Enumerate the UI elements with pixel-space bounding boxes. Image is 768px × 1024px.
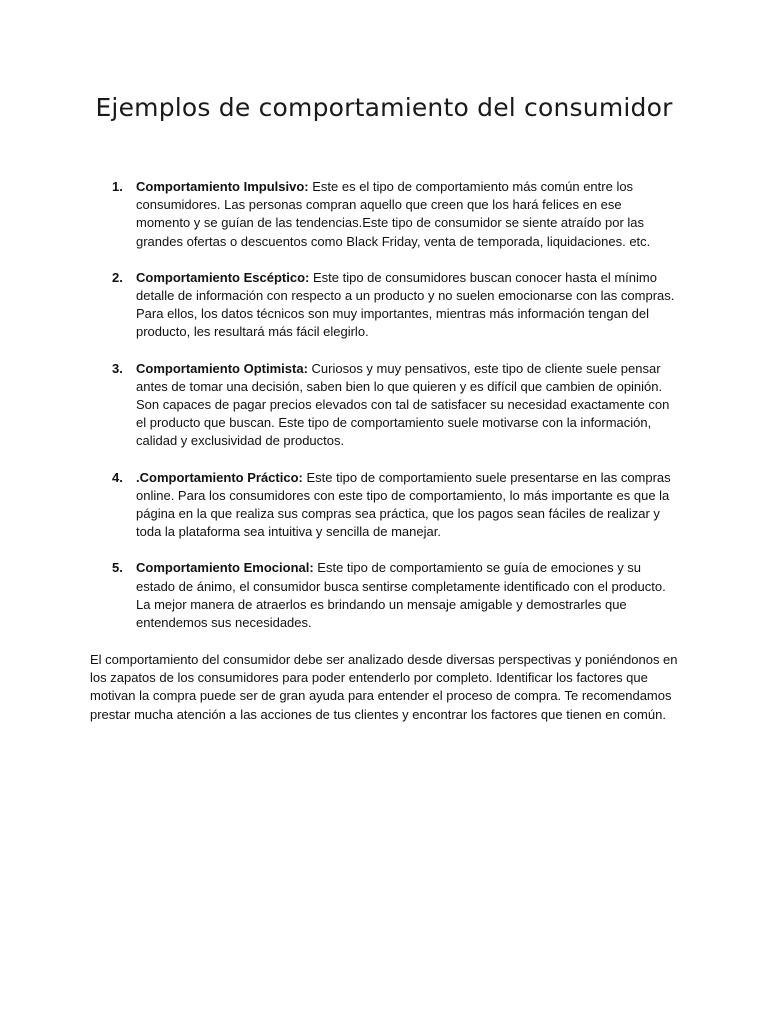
item-heading: Comportamiento Impulsivo: [136,179,309,194]
item-heading: Comportamiento Escéptico: [136,269,310,285]
list-item [112,269,676,342]
list-item [112,559,676,632]
item-number: 3. [112,360,123,376]
item-text: Curiosos y muy pensativos, este tipo de cliente suele pensar antes de tomar una decisión, saben bien lo que quieren y es difícil que cambien de opinión. Son capaces de pagar precios elevados con tal de satisfacer su necesidad exactamente con el producto que buscan. Este tipo de comportamiento suele motivarse con la información, calidad y exclusividad de productos. [136,360,670,449]
behavior-list [112,178,676,650]
item-text: Este es el tipo de comportamiento más común entre los consumidores. Las personas compran aquello que creen que los hará felices en ese momento y se guían de las tendencias.Este tipo de consumidor se siente atraído por las grandes ofertas o descuentos como Black Friday, venta de temporada, liquidaciones. etc. [136,179,651,249]
item-number: 2. [112,269,123,285]
item-heading: .Comportamiento Práctico: [136,469,303,485]
item-text: Este tipo de consumidores buscan conocer hasta el mínimo detalle de información con respecto a un producto y no suelen emocionarse con las compras. Para ellos, los datos técnicos son muy importantes, mientras más información tengan del producto, les resultará más fácil elegirlo. [136,269,675,340]
item-number: 1. [112,179,123,194]
item-heading: Comportamiento Optimista: [136,360,308,376]
list-item [112,178,676,251]
list-item [112,469,676,542]
item-number: 5. [112,560,123,576]
item-text: Este tipo de comportamiento se guía de emociones y su estado de ánimo, el consumidor busca sentirse completamente identificado con el producto. La mejor manera de atraerlos es brindando un mensaje amigable y demostrarles que entendemos sus necesidades. [136,560,666,631]
page-title: Ejemplos de comportamiento del consumidor [95,93,673,122]
item-heading: Comportamiento Emocional: [136,560,314,576]
item-text: Este tipo de comportamiento suele presentarse en las compras online. Para los consumidores con este tipo de comportamiento, lo más importante es que la página en la que realiza sus compras sea práctica, que los pagos sean fáciles de realizar y toda la plataforma sea intuitiva y sencilla de manejar. [136,469,671,540]
item-number: 4. [112,469,123,485]
closing-paragraph: El comportamiento del consumidor debe ser analizado desde diversas perspectivas y poniéndonos en los zapatos de los consumidores para poder entenderlo por completo. Identificar los factores que motivan la compra puede ser de gran ayuda para entender el proceso de compra. Te recomendamos prestar mucha atención a las acciones de tus clientes y encontrar los factores que tienen en común. [90,652,678,722]
list-item [112,360,676,451]
